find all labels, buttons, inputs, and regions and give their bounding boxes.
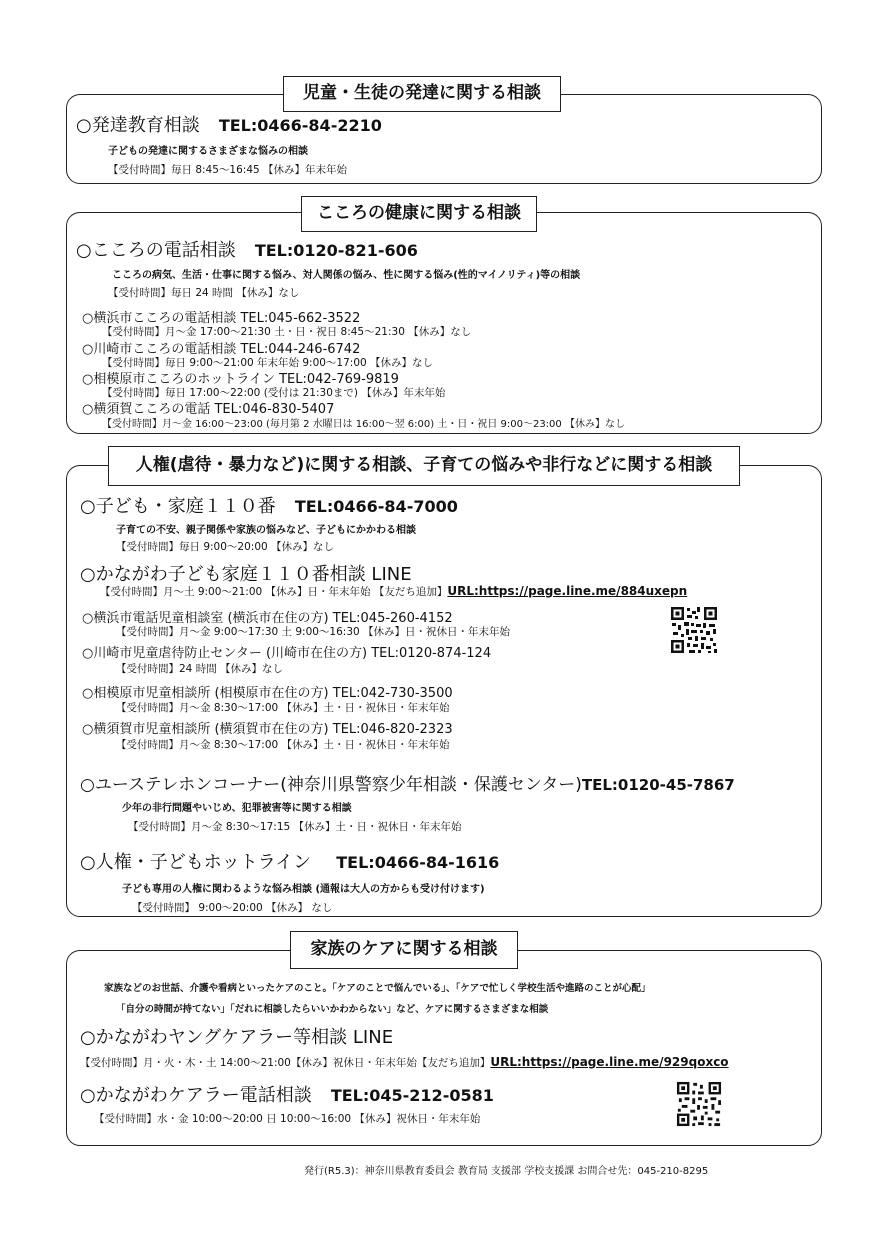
line-hours-text: 【受付時間】月～土 9:00～21:00 【休み】日・年末年始 【友だち追加】 — [100, 586, 448, 598]
service-row — [76, 111, 382, 137]
service-description: 少年の非行問題やいじめ、犯罪被害等に関する相談 — [122, 803, 352, 814]
service-description: 子ども専用の人権に関わるような悩み相談 (通報は大人の方からも受け付けます) — [122, 884, 485, 895]
list-item-hours: 【受付時間】24 時間 【休み】なし — [116, 663, 284, 675]
line-service-hours — [80, 1055, 729, 1070]
line-hours-text: 【受付時間】月・火・木・土 14:00～21:00【休み】祝休日・年末年始【友だち追加】 — [80, 1057, 491, 1069]
tel-number[interactable]: TEL:0120-45-7867 — [581, 776, 735, 794]
line-service-hours — [100, 584, 687, 599]
service-name: ○人権・子どもホットライン — [80, 852, 312, 873]
list-item: ○相模原市こころのホットライン TEL:042-769-9819 — [82, 372, 399, 387]
line-service-name: ○かながわ子ども家庭１１０番相談 LINE — [80, 564, 412, 585]
list-item-hours: 【受付時間】月～金 8:30～17:00 【休み】土・日・祝休日・年末年始 — [116, 739, 450, 751]
service-description: こころの病気、生活・仕事に関する悩み、対人関係の悩み、性に関する悩み(性的マイノリティ)等の相談 — [112, 270, 581, 281]
service-description: 子どもの発達に関するさまざまな悩みの相談 — [108, 146, 308, 157]
service-hours: 【受付時間】毎日 9:00～20:00 【休み】なし — [116, 541, 335, 553]
qr-code-icon[interactable] — [676, 1081, 722, 1127]
service-name: ○子ども・家庭１１０番 — [80, 496, 276, 517]
list-item: ○川崎市児童虐待防止センター (川崎市在住の方) TEL:0120-874-124 — [82, 646, 492, 661]
service-hours: 【受付時間】毎日 24 時間 【休み】なし — [108, 287, 300, 299]
service-hours: 【受付時間】月～金 8:30～17:15 【休み】土・日・祝休日・年末年始 — [128, 821, 462, 833]
service-name: ○ユーステレホンコーナー(神奈川県警察少年相談・保護センター) — [80, 775, 582, 795]
list-item-hours: 【受付時間】月～金 8:30～17:00 【休み】土・日・祝休日・年末年始 — [116, 702, 450, 714]
list-item-hours: 【受付時間】毎日 9:00～21:00 年末年始 9:00～17:00 【休み】なし — [102, 357, 434, 369]
tel-number[interactable]: TEL:0120-821-606 — [254, 241, 418, 260]
list-item: ○川崎市こころの電話相談 TEL:044-246-6742 — [82, 342, 361, 357]
service-name: ○こころの電話相談 — [76, 240, 236, 261]
service-hours: 【受付時間】毎日 8:45～16:45 【休み】年末年始 — [108, 164, 348, 176]
publisher-footer: 発行(R5.3)：神奈川県教育委員会 教育局 支援部 学校支援課 お問合せ先：045-210-8295 — [304, 1166, 709, 1177]
tel-number[interactable]: TEL:0466-84-1616 — [336, 853, 500, 872]
list-item: ○横浜市こころの電話相談 TEL:045-662-3522 — [82, 311, 361, 326]
qr-code-icon[interactable] — [670, 606, 718, 654]
care-intro-line-1: 家族などのお世話、介護や看病といったケアのこと。「ケアのことで悩んでいる」、「ケアで忙しく学校生活や進路のことが心配」 — [104, 983, 651, 994]
line-service-name: ○かながわヤングケアラー等相談 LINE — [80, 1027, 394, 1048]
section-mental-health-title: こころの健康に関する相談 — [301, 196, 537, 232]
tel-number[interactable]: TEL:045-212-0581 — [330, 1086, 494, 1105]
service-hours: 【受付時間】水・金 10:00～20:00 日 10:00～16:00 【休み】祝休日・年末年始 — [94, 1113, 481, 1125]
list-item-hours: 【受付時間】毎日 17:00～22:00 (受付は 21:30まで) 【休み】年末年始 — [102, 387, 446, 399]
care-intro-line-2: 「自分の時間が持てない」「だれに相談したらいいかわからない」など、ケアに関するさまざまな相談 — [116, 1004, 549, 1015]
service-row — [80, 770, 735, 795]
service-row — [76, 236, 418, 262]
list-item-hours: 【受付時間】月～金 17:00～21:30 土・日・祝日 8:45～21:30 【休み】なし — [102, 326, 472, 338]
line-url-link[interactable]: URL:https://page.line.me/884uxepn — [447, 584, 688, 598]
line-url-link[interactable]: URL:https://page.line.me/929qoxco — [490, 1055, 729, 1069]
tel-number[interactable]: TEL:0466-84-2210 — [218, 116, 382, 135]
list-item: ○横須賀こころの電話 TEL:046-830-5407 — [82, 402, 335, 417]
section-human-rights-title: 人権(虐待・暴力など)に関する相談、子育ての悩みや非行などに関する相談 — [108, 446, 740, 486]
service-row — [80, 848, 499, 874]
service-name: ○発達教育相談 — [76, 115, 200, 136]
service-row — [80, 492, 458, 518]
service-description: 子育ての不安、親子関係や家族の悩みなど、子どもにかかわる相談 — [116, 525, 416, 536]
list-item: ○横須賀市児童相談所 (横須賀市在住の方) TEL:046-820-2323 — [82, 722, 453, 737]
service-row — [80, 1081, 494, 1107]
list-item: ○横浜市電話児童相談室 (横浜市在住の方) TEL:045-260-4152 — [82, 611, 453, 626]
list-item: ○相模原市児童相談所 (相模原市在住の方) TEL:042-730-3500 — [82, 686, 453, 701]
list-item-hours: 【受付時間】月～金 16:00～23:00 (毎月第 2 水曜日は 16:00～翌 6:00) 土・日・祝日 9:00～23:00 【休み】なし — [102, 419, 625, 430]
list-item-hours: 【受付時間】月～金 9:00～17:30 土 9:00～16:30 【休み】日・祝休日・年末年始 — [116, 626, 511, 638]
tel-number[interactable]: TEL:0466-84-7000 — [294, 497, 458, 516]
section-family-care-title: 家族のケアに関する相談 — [290, 931, 518, 969]
section-development-title: 児童・生徒の発達に関する相談 — [283, 76, 561, 112]
service-name: ○かながわケアラー電話相談 — [80, 1085, 312, 1106]
service-hours: 【受付時間】 9:00～20:00 【休み】 なし — [132, 902, 333, 914]
